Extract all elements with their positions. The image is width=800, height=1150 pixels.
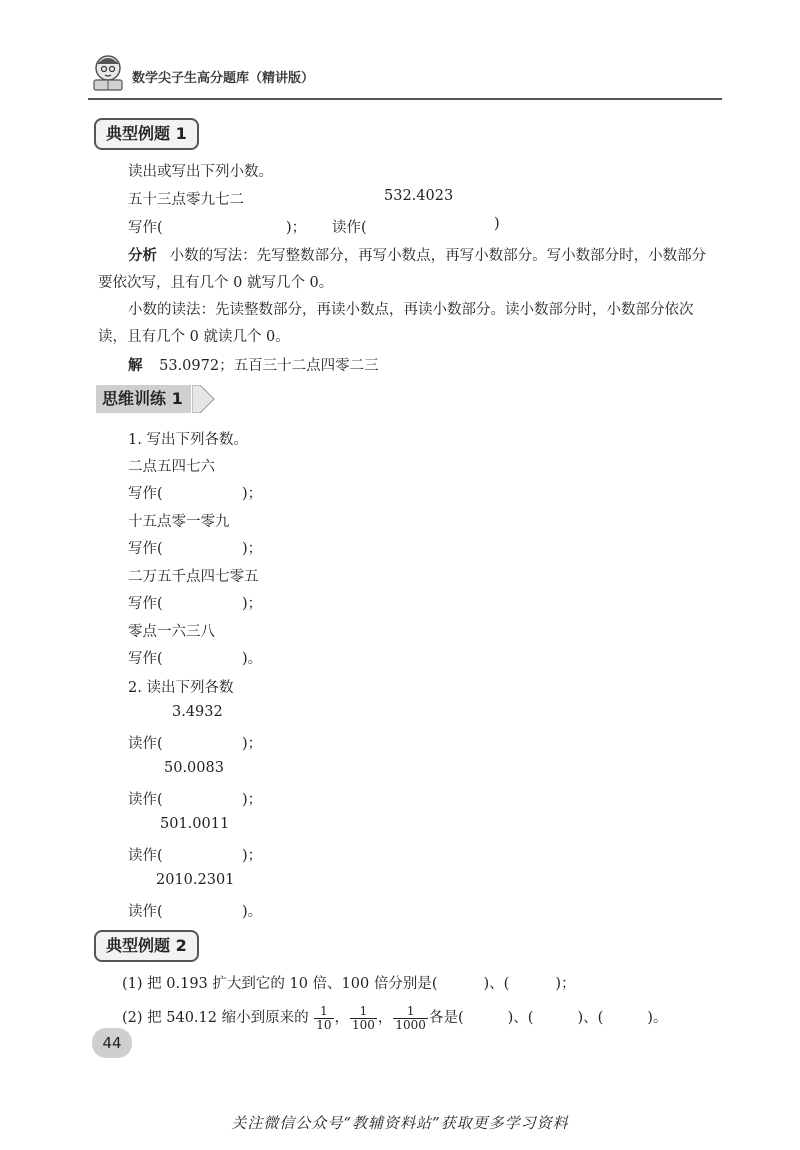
training-q1-title: 1. 写出下列各数。 — [128, 432, 248, 448]
book-title: 数学尖子生高分题库（精讲版） — [132, 71, 315, 86]
fraction-separator: ， — [334, 1010, 349, 1026]
fraction-one-thousandth: $\frac{1}{1000}$ — [395, 1003, 426, 1032]
training-q1-item-4-end: )。 — [242, 651, 263, 667]
cartoon-student-logo-icon — [86, 50, 130, 94]
training-1-badge: 思维训练 1 — [96, 385, 191, 413]
analysis-text-2b: 读，且有几个 0 就读几个 0。 — [98, 329, 290, 345]
example-2-q2-sep: )、( — [507, 1010, 534, 1026]
solution-label: 解 — [128, 358, 143, 374]
training-q2-item-4-number: 2010.2301 — [156, 872, 235, 888]
example-2-q2-mid: 各是( — [428, 1010, 464, 1026]
example-1-question-text: 五十三点零九七二 — [128, 192, 244, 208]
fraction-separator: ， — [377, 1010, 393, 1026]
training-q1-item-4-answer: 写作( — [128, 651, 163, 667]
training-q2-item-3-number: 501.0011 — [160, 816, 230, 832]
training-q1-item-1-text: 二点五四七六 — [128, 459, 215, 475]
example-1-intro: 读出或写出下列小数。 — [128, 164, 273, 180]
footer-notice: 关注微信公众号“教辅资料站”获取更多学习资料 — [231, 1114, 569, 1132]
training-q1-item-1-end: )； — [242, 486, 263, 502]
training-q2-item-4-end: )。 — [242, 904, 263, 920]
training-q2-item-2-number: 50.0083 — [164, 760, 224, 776]
training-q1-item-3-answer: 写作( — [128, 596, 163, 612]
example-2-q1-end: )； — [555, 976, 576, 992]
training-q2-item-1-number: 3.4932 — [172, 704, 223, 720]
analysis-text-2a: 小数的读法：先读整数部分，再读小数点，再读小数部分。读小数部分时，小数部分依次 — [128, 302, 694, 318]
example-1-write-label: 写作( — [128, 220, 163, 236]
example-1-read-label: 读作( — [332, 220, 367, 236]
training-q1-item-4-text: 零点一六三八 — [128, 624, 215, 640]
training-q2-item-2-answer: 读作( — [128, 792, 163, 808]
example-2-q2-text: (2) 把 540.12 缩小到原来的 — [122, 1010, 309, 1026]
example-2-badge: 典型例题 2 — [94, 930, 199, 962]
training-q1-item-1-answer: 写作( — [128, 486, 163, 502]
training-q1-item-2-answer: 写作( — [128, 541, 163, 557]
training-q2-item-3-answer: 读作( — [128, 848, 163, 864]
training-q2-item-1-end: )； — [242, 736, 263, 752]
example-2-q1-mid: )、( — [483, 976, 510, 992]
example-1-read-end: ) — [494, 216, 500, 232]
example-2-q2-sep: )、( — [577, 1010, 604, 1026]
training-q1-item-3-text: 二万五千点四七零五 — [128, 569, 259, 585]
training-q2-item-3-end: )； — [242, 848, 263, 864]
analysis-text-1b: 要依次写，且有几个 0 就写几个 0。 — [98, 275, 334, 291]
solution-text: 53.0972；五百三十二点四零二三 — [159, 358, 379, 374]
fraction-one-tenth: $\frac{1}{10}$ — [316, 1003, 332, 1032]
analysis-text-1a: 小数的写法：先写整数部分，再写小数点，再写小数部分。写小数部分时，小数部分 — [169, 248, 707, 264]
example-2-q2-end: )。 — [647, 1010, 668, 1026]
training-q2-title: 2. 读出下列各数 — [128, 680, 234, 696]
analysis-label: 分析 — [128, 248, 157, 264]
tab-arrow-icon — [192, 385, 216, 413]
example-1-question-number: 532.4023 — [384, 188, 454, 204]
header-divider — [88, 98, 722, 100]
example-1-write-end: )； — [286, 220, 307, 236]
training-q1-item-2-text: 十五点零一零九 — [128, 514, 230, 530]
fraction-one-hundredth: $\frac{1}{100}$ — [352, 1003, 375, 1032]
training-q2-item-1-answer: 读作( — [128, 736, 163, 752]
training-q1-item-2-end: )； — [242, 541, 263, 557]
example-2-q1-text: (1) 把 0.193 扩大到它的 10 倍、100 倍分别是( — [122, 976, 438, 992]
training-q2-item-2-end: )； — [242, 792, 263, 808]
training-q2-item-4-answer: 读作( — [128, 904, 163, 920]
page-number: 44 — [92, 1028, 132, 1058]
example-1-badge: 典型例题 1 — [94, 118, 199, 150]
training-q1-item-3-end: )； — [242, 596, 263, 612]
